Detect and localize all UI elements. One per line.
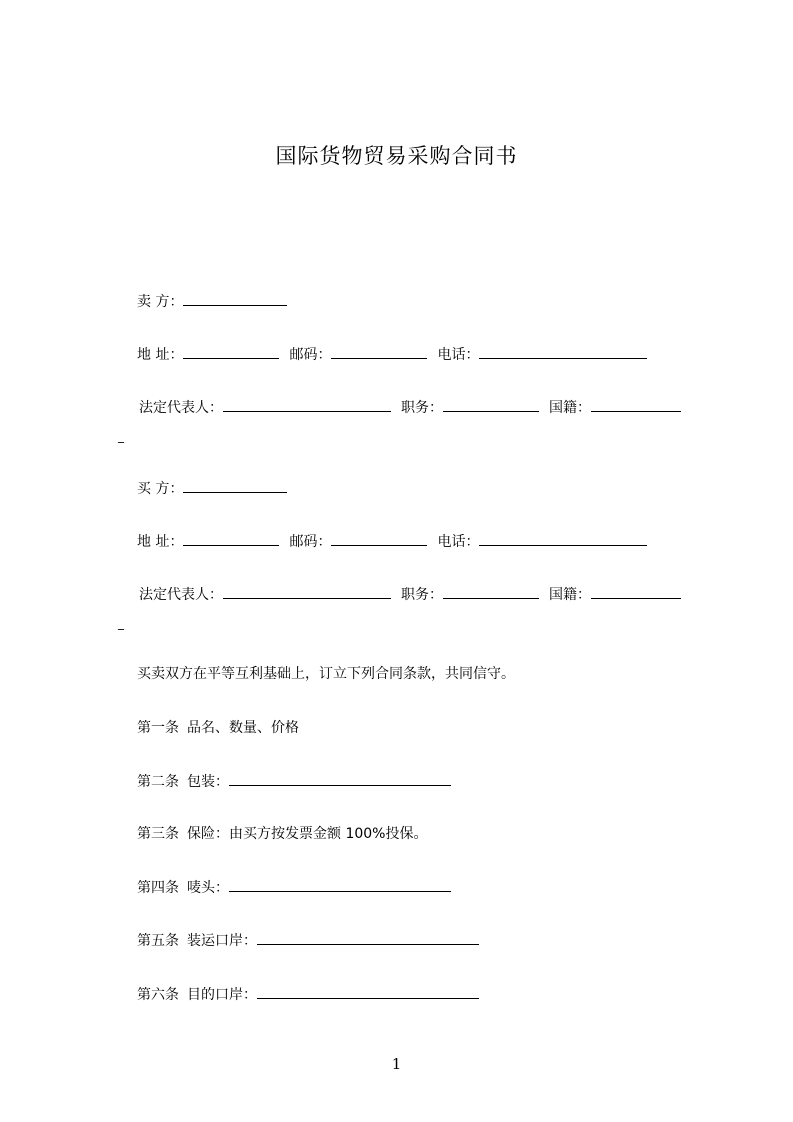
seller-nationality-label: 国籍： [549,400,591,416]
seller-address-blank[interactable] [183,344,279,359]
buyer-rep-blank[interactable] [223,584,391,599]
buyer-phone-label: 电话： [437,534,480,550]
buyer-address-label: 地 址： [137,534,184,550]
document-title: 国际货物贸易采购合同书 [275,144,518,168]
article-text: 保险：由买方按发票金额 100%投保。 [187,826,428,842]
seller-phone-blank[interactable] [479,344,647,359]
buyer-position-label: 职务： [401,587,443,603]
seller-postcode-label: 邮码： [289,347,332,363]
intro-paragraph: 买卖双方在平等互利基础上，订立下列合同条款，共同信守。 [137,666,515,682]
seller-phone-label: 电话： [437,347,480,363]
article-6 [137,984,479,1005]
article-1 [137,718,299,738]
article-3 [137,824,427,844]
buyer-address-blank[interactable] [183,531,279,546]
seller-address-label: 地 址： [137,347,184,363]
article-number: 第四条 [137,880,179,896]
continuation-mark: _ [118,429,124,443]
buyer-postcode-label: 邮码： [289,534,332,550]
article-4 [137,877,451,898]
buyer-line [137,478,287,499]
seller-postcode-blank[interactable] [331,344,427,359]
buyer-label: 买 方： [137,481,184,497]
buyer-nationality-label: 国籍： [549,587,591,603]
buyer-rep-line [139,584,681,605]
buyer-position-blank[interactable] [443,584,539,599]
article-text: 装运口岸： [187,933,257,949]
seller-rep-blank[interactable] [223,397,391,412]
seller-line [137,291,287,312]
article-number: 第二条 [137,774,179,790]
buyer-postcode-blank[interactable] [331,531,427,546]
article-number: 第五条 [137,933,179,949]
article-number: 第三条 [137,826,179,842]
seller-rep-line [139,397,681,418]
seller-position-label: 职务： [401,400,443,416]
article-text: 品名、数量、价格 [187,720,299,736]
article-number: 第一条 [137,720,179,736]
buyer-name-blank[interactable] [183,478,287,493]
article-text: 包装： [187,774,229,790]
page-number: 1 [391,1055,402,1073]
seller-label: 卖 方： [137,294,184,310]
packaging-blank[interactable] [229,771,451,786]
buyer-nationality-blank[interactable] [591,584,681,599]
continuation-mark: _ [118,616,124,630]
buyer-address-line [137,531,647,552]
article-text: 唛头： [187,880,229,896]
article-2 [137,771,451,792]
seller-nationality-blank[interactable] [591,397,681,412]
article-text: 目的口岸： [187,987,257,1003]
seller-name-blank[interactable] [183,291,287,306]
article-5 [137,930,479,951]
shipping-mark-blank[interactable] [229,877,451,892]
port-of-destination-blank[interactable] [257,984,479,999]
article-number: 第六条 [137,987,179,1003]
buyer-phone-blank[interactable] [479,531,647,546]
seller-position-blank[interactable] [443,397,539,412]
port-of-loading-blank[interactable] [257,930,479,945]
buyer-rep-label: 法定代表人： [139,587,223,603]
seller-rep-label: 法定代表人： [139,400,223,416]
seller-address-line [137,344,647,365]
